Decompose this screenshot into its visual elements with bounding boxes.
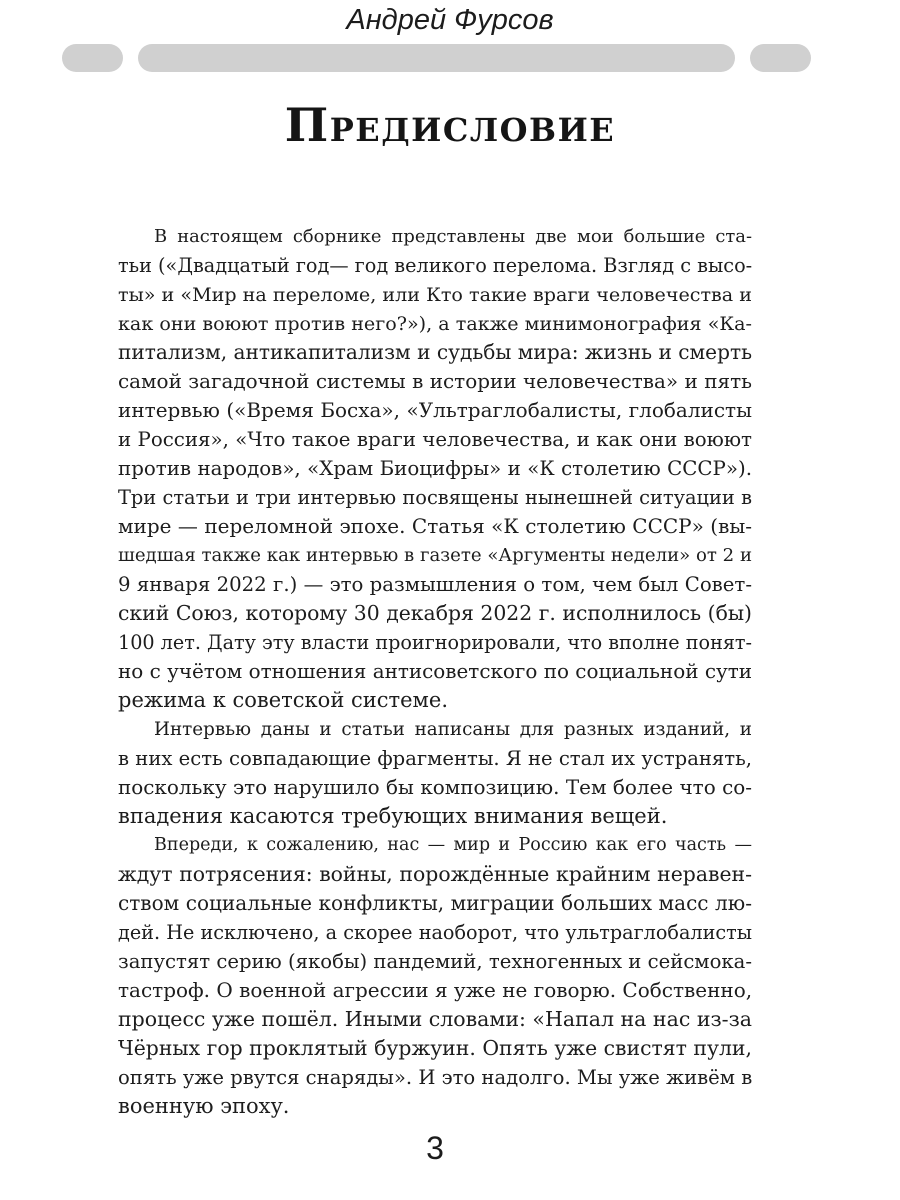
header-bar-middle [138, 44, 735, 72]
text-line: тастроф. О военной агрессии я уже не говорю. Собственно, [118, 978, 753, 1002]
text-line: военную эпоху. [118, 1094, 290, 1118]
text-line: В настоящем сборнике представлены две мои большие ста- [154, 226, 752, 247]
text-line: в них есть совпадающие фрагменты. Я не стал их устранять, [118, 747, 752, 770]
text-line: против народов», «Храм Биоцифры» и «К столетию СССР»). [118, 457, 752, 480]
text-line: 100 лет. Дату эту власти проигнорировали, что вполне понят- [118, 631, 753, 654]
text-line: Три статьи и три интервью посвящены нынешней ситуации в [118, 486, 752, 509]
text-line: Впереди, к сожалению, нас — мир и Россию как его часть — [154, 835, 752, 855]
text-line: запустят серию (якобы) пандемий, техногенных и сейсмока- [118, 950, 752, 973]
text-line: Чёрных гор проклятый буржуин. Опять уже свистят пули, [118, 1036, 752, 1060]
text-line: поскольку это нарушило бы композицию. Тем более что со- [118, 776, 752, 799]
text-line: режима к советской системе. [118, 688, 448, 712]
paragraph [118, 831, 752, 1121]
text-line: но с учётом отношения антисоветского по социальной сути [118, 660, 752, 683]
text-line: ждут потрясения: войны, порождённые крайним неравен- [118, 862, 752, 886]
header-bar-right [750, 44, 811, 72]
chapter-title: Предисловие [284, 98, 616, 152]
body-text [118, 222, 752, 1121]
page-number: 3 [426, 1130, 444, 1166]
text-line: мире — переломной эпохе. Статья «К столетию СССР» (вы- [118, 514, 752, 538]
text-line: ством социальные конфликты, миграции больших масс лю- [118, 891, 752, 915]
text-line: как они воюют против него?»), а также минимонография «Ка- [118, 312, 752, 335]
text-line: дей. Не исключено, а скорее наоборот, что ультраглобалисты [118, 921, 752, 944]
paragraph [118, 715, 752, 831]
text-line: интервью («Время Босха», «Ультраглобалисты, глобалисты [118, 398, 752, 422]
text-line: 9 января 2022 г.) — это размышления о том, чем был Совет- [118, 573, 752, 596]
text-line: шедшая также как интервью в газете «Аргументы недели» от 2 и [118, 545, 753, 566]
text-line: опять уже рвутся снаряды». И это надолго. Мы уже живём в [118, 1066, 753, 1089]
text-line: питализм, антикапитализм и судьбы мира: жизнь и смерть [118, 340, 753, 364]
text-line: ты» и «Мир на переломе, или Кто такие враги человечества и [118, 283, 752, 306]
text-line: Интервью даны и статьи написаны для разных изданий, и [154, 719, 752, 740]
text-line: тьи («Двадцатый год— год великого перелома. Взгляд с высо- [118, 254, 753, 277]
text-line: процесс уже пошёл. Иными словами: «Напал на нас из-за [118, 1007, 752, 1031]
text-line: и Россия», «Что такое враги человечества, и как они воюют [118, 428, 752, 451]
text-line: самой загадочной системы в истории человечества» и пять [118, 369, 752, 393]
text-line: ский Союз, которому 30 декабря 2022 г. исполнилось (бы) [118, 601, 752, 625]
header-bar-left [62, 44, 123, 72]
running-head-author: Андрей Фурсов [346, 4, 554, 36]
paragraph [118, 222, 752, 715]
text-line: впадения касаются требующих внимания вещей. [118, 804, 668, 828]
